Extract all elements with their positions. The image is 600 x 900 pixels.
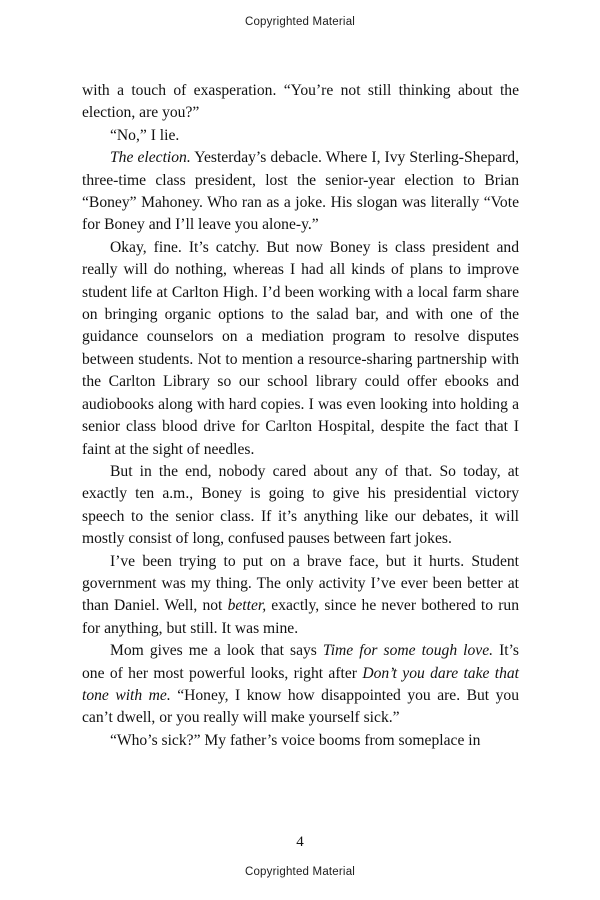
italic-text-segment: better, [227, 597, 267, 615]
paragraph [82, 730, 519, 752]
text-segment: Okay, fine. It’s catchy. But now Boney is class president and really will do nothing, whereas I had all kinds of plans to improve student life at Carlton High. I’d been working with a local farm share on bringing organic options to the salad bar, and with one of the guidance counselors on a mediation program to resolve disputes between students. Not to mention a resource-sharing partnership with the Carlton Library so our school library could offer ebooks and audiobooks along with hard copies. I was even looking into holding a senior class blood drive for Carlton Hospital, despite the fact that I faint at the sight of needles. [82, 238, 519, 458]
paragraph [82, 640, 519, 730]
copyright-notice-top: Copyrighted Material [244, 16, 356, 28]
copyright-notice-bottom: Copyrighted Material [244, 866, 356, 878]
paragraph [82, 461, 519, 551]
paragraph [82, 80, 519, 125]
page-text [82, 80, 519, 752]
italic-text-segment: Time for some tough love. [322, 642, 494, 660]
paragraph [82, 551, 519, 641]
italic-text-segment: The election. [110, 149, 191, 167]
text-segment: “Honey, I know how disappointed you are. But you can’t dwell, or you really will make yourself sick.” [82, 686, 519, 727]
text-segment: Yesterday’s debacle. Where I, Ivy Sterling-Shepard, three-time class president, lost the senior-year election to Brian “Boney” Mahoney. Who ran as a joke. His slogan was literally “Vote for Boney and I’ll leave you alone-y.” [82, 149, 520, 234]
paragraph [82, 147, 519, 237]
text-segment: exactly, since he never bothered to run for anything, but still. It was mine. [82, 597, 519, 637]
text-segment: “No,” I lie. [110, 126, 180, 144]
page-number: 4 [296, 834, 304, 850]
text-segment: Mom gives me a look that says [110, 642, 323, 660]
text-segment: with a touch of exasperation. “You’re not still thinking about the election, are you?” [82, 82, 519, 122]
paragraph [82, 237, 519, 461]
paragraph [82, 125, 519, 147]
text-segment: But in the end, nobody cared about any of that. So today, at exactly ten a.m., Boney is going to give his presidential victory speech to the senior class. If it’s anything like our debates, it will mostly consist of long, confused pauses between fart jokes. [82, 462, 519, 548]
text-segment: I’ve been trying to put on a brave face, but it hurts. Student government was my thing. The only activity I’ve ever been better at than Daniel. Well, not [82, 552, 519, 615]
italic-text-segment: Don’t you dare take that tone with me. [82, 664, 519, 704]
text-segment: It’s one of her most powerful looks, right after [82, 642, 519, 682]
text-segment: “Who’s sick?” My father’s voice booms from someplace in [110, 731, 481, 749]
